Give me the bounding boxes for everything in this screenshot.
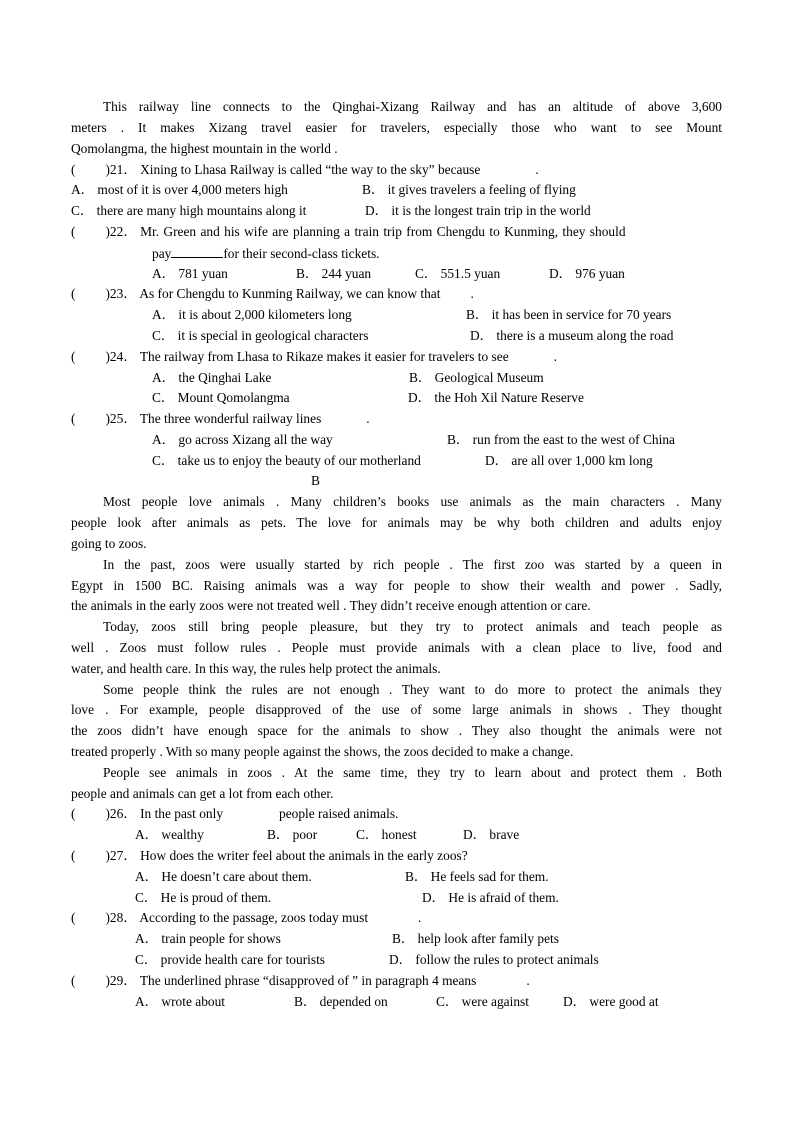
passage-b-line: the animals in the early zoos were not treated well . They didn’t receive enough attention or care. (71, 598, 591, 613)
question-number: )29． (105, 973, 137, 988)
answer-paren-open: ( (71, 286, 76, 301)
question-stem: How does the writer feel about the animals in the early zoos? (140, 848, 468, 863)
option-d: D． follow the rules to protect animals (389, 952, 599, 967)
option-b: B． Geological Museum (409, 370, 544, 385)
passage-b-line: treated properly . With so many people against the shows, the zoos decided to make a change. (71, 744, 574, 759)
option-d: D． 976 yuan (549, 266, 625, 281)
option-b: B． it has been in service for 70 years (466, 307, 672, 322)
question-25: ( )25． The three wonderful railway lines . (71, 411, 370, 426)
passage-b-line: water, and health care. In this way, the rules help protect the animals. (71, 661, 441, 676)
option-d: D． were good at (563, 994, 659, 1009)
passage-b-line: Today, zoos still bring people pleasure, but they try to protect animals and teach people as (103, 619, 722, 634)
question-number: )22． (105, 224, 137, 239)
option-d: D． there is a museum along the road (470, 328, 674, 343)
passage-a-line: Qomolangma, the highest mountain in the world . (71, 141, 338, 156)
passage-b-line: Most people love animals . Many children’s books use animals as the main characters . Many (103, 494, 722, 509)
option-c: C． 551.5 yuan (415, 266, 501, 281)
passage-b-line: well . Zoos must follow rules . People must provide animals with a clean place to live, food and (71, 640, 722, 655)
answer-paren-open: ( (71, 910, 76, 925)
question-stem: Xining to Lhasa Railway is called “the way to the sky” because (140, 162, 481, 177)
passage-b-line: going to zoos. (71, 536, 147, 551)
question-24: ( )24． The railway from Lhasa to Rikaze makes it easier for travelers to see . (71, 349, 558, 364)
question-22 (71, 224, 722, 240)
question-number: )21． (105, 162, 137, 177)
option-b: B． depended on (294, 994, 388, 1009)
answer-paren-open: ( (71, 162, 76, 177)
option-d: D． are all over 1,000 km long (485, 453, 653, 468)
question-27 (71, 848, 468, 864)
option-a: A． most of it is over 4,000 meters high (71, 182, 288, 197)
question-number: )24． (105, 349, 137, 364)
passage-b-line: Egypt in 1500 BC. Raising animals was a way for people to show their wealth and power . Sadly, (71, 578, 722, 593)
option-a: A． train people for shows (135, 931, 281, 946)
question-stem: As for Chengdu to Kunming Railway, we can know that (139, 286, 441, 301)
answer-paren-open: ( (71, 224, 76, 239)
option-d: D． it is the longest train trip in the world (365, 203, 591, 218)
option-c: C． it is special in geological characters (152, 328, 369, 343)
option-d: D． brave (463, 827, 520, 842)
option-b: B． He feels sad for them. (405, 869, 549, 884)
answer-paren-open: ( (71, 806, 76, 821)
answer-paren-open: ( (71, 411, 76, 426)
passage-b-line: People see animals in zoos . At the same time, they try to learn about and protect them . Both (103, 765, 722, 780)
option-a: A． wealthy (135, 827, 204, 842)
question-22-cont: pay for their second-class tickets. (152, 246, 380, 261)
question-number: )25． (105, 411, 137, 426)
answer-paren-open: ( (71, 848, 76, 863)
option-c: C． Mount Qomolangma (152, 390, 290, 405)
option-c: C． take us to enjoy the beauty of our motherland (152, 453, 421, 468)
passage-a-line: This railway line connects to the Qinghai-Xizang Railway and has an altitude of above 3,600 (103, 99, 722, 114)
option-c: C． honest (356, 827, 417, 842)
question-number: )27． (105, 848, 137, 863)
question-stem: In the past only (140, 806, 224, 821)
question-26: ( )26． In the past only people raised animals. (71, 806, 399, 821)
passage-b-line: Some people think the rules are not enough . They want to do more to protect the animals they (103, 682, 722, 697)
answer-blank (171, 245, 223, 258)
option-a: A． the Qinghai Lake (152, 370, 272, 385)
option-d: D． the Hoh Xil Nature Reserve (408, 390, 584, 405)
section-label: B (311, 473, 320, 488)
option-b: B． 244 yuan (296, 266, 372, 281)
question-stem: The railway from Lhasa to Rikaze makes it easier for travelers to see (139, 349, 509, 364)
question-28: ( )28． According to the passage, zoos today must . (71, 910, 422, 925)
question-stem: Mr. Green and his wife are planning a train trip from Chengdu to Kunming, they should (140, 224, 626, 239)
answer-paren-open: ( (71, 973, 76, 988)
passage-b-line: love . For example, people disapproved of the use of some large animals in shows . They thought (71, 702, 722, 717)
option-a: A． wrote about (135, 994, 225, 1009)
passage-a-line: meters . It makes Xizang travel easier for travelers, especially those who want to see Mount (71, 120, 722, 135)
option-b: B． poor (267, 827, 318, 842)
option-b: B． help look after family pets (392, 931, 559, 946)
option-a: A． it is about 2,000 kilometers long (152, 307, 352, 322)
passage-b-line: people look after animals as pets. The love for animals may be why both children and adults enjoy (71, 515, 722, 530)
option-c: C． were against (436, 994, 529, 1009)
option-c: C． there are many high mountains along it (71, 203, 307, 218)
question-number: )23． (105, 286, 137, 301)
question-stem: According to the passage, zoos today must (139, 910, 369, 925)
option-c: C． He is proud of them. (135, 890, 272, 905)
option-a: A． 781 yuan (152, 266, 228, 281)
passage-b-line: people and animals can get a lot from each other. (71, 786, 334, 801)
question-number: )26． (105, 806, 137, 821)
question-stem: The underlined phrase “disapproved of ” in paragraph 4 means (139, 973, 477, 988)
option-a: A． go across Xizang all the way (152, 432, 333, 447)
answer-paren-open: ( (71, 349, 76, 364)
question-stem: The three wonderful railway lines (139, 411, 322, 426)
option-d: D． He is afraid of them. (422, 890, 559, 905)
question-23: ( )23． As for Chengdu to Kunming Railway, we can know that . (71, 286, 474, 301)
question-number: )28． (105, 910, 137, 925)
question-29: ( )29． The underlined phrase “disapproved of ” in paragraph 4 means . (71, 973, 530, 988)
passage-b-line: the zoos didn’t have enough space for the animals to show . They also thought the animals were not (71, 723, 722, 738)
option-b: B． it gives travelers a feeling of flying (362, 182, 576, 197)
option-b: B． run from the east to the west of China (447, 432, 675, 447)
option-c: C． provide health care for tourists (135, 952, 326, 967)
option-a: A． He doesn’t care about them. (135, 869, 312, 884)
passage-b-line: In the past, zoos were usually started by rich people . The first zoo was started by a queen in (103, 557, 722, 572)
question-21: ( )21． Xining to Lhasa Railway is called “the way to the sky” because . (71, 162, 539, 177)
